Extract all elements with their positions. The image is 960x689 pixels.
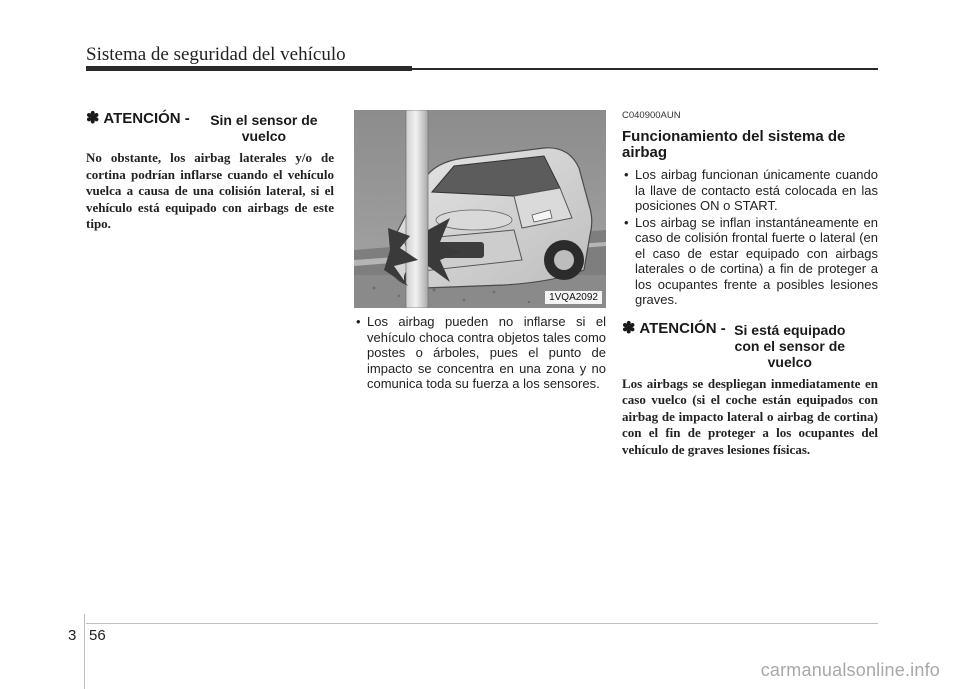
footer-divider — [84, 614, 85, 689]
attention-star-icon: ✽ — [622, 319, 636, 337]
section-title: Funcionamiento del sistema de airbag — [622, 128, 846, 161]
attention-subtitle: Sin el sensor de vuelco — [210, 112, 318, 144]
list-item: • Los airbag funcionan únicamente cuando la llave de contacto está colocada en las posiciones ON o START. — [622, 167, 878, 214]
header-rule-thick — [86, 66, 412, 71]
chapter-number: 3 — [68, 627, 77, 644]
right-column — [622, 110, 878, 458]
attention-star-icon: ✽ — [86, 110, 100, 127]
attention-heading — [86, 110, 334, 144]
right-bullet-list — [622, 167, 878, 308]
attention-body: Los airbags se despliegan inmediatamente en caso vuelco (si el coche están equipados con airbag de impacto lateral o airbag de cortina) con el fin de proteger a los ocupantes del vehículo de graves lesiones físicas. — [622, 375, 878, 457]
attention-word: ATENCIÓN - — [103, 110, 190, 127]
footer-rule — [86, 623, 878, 624]
car-pole-illustration — [354, 110, 606, 308]
middle-column — [354, 110, 606, 393]
page-header-title: Sistema de seguridad del vehículo — [86, 44, 346, 65]
left-column — [86, 110, 334, 233]
figure-code-label: 1VQA2092 — [545, 291, 602, 304]
site-watermark: carmanualsonline.info — [760, 660, 940, 680]
list-item: • Los airbag se inflan instantáneamente en caso de colisión frontal fuerte o lateral (en el caso de estar equipado con airbags laterales o de cortina) a fin de proteger a los ocupantes frente a posibles lesiones graves. — [622, 215, 878, 308]
section-code: C040900AUN — [622, 110, 681, 121]
page-number: 56 — [89, 627, 106, 644]
list-item: • Los airbag pueden no inflarse si el vehículo choca contra objetos tales como postes o árboles, pues el punto de impacto se concentra en una zona y no comunica toda su fuerza a los sensores. — [354, 314, 606, 392]
attention-word: ATENCIÓN - — [639, 319, 726, 337]
middle-bullet-list — [354, 314, 606, 392]
attention-body: No obstante, los airbag laterales y/o de cortina podrían inflarse cuando el vehículo vuelca a causa de una colisión lateral, si el vehículo está equipado con airbags de este tipo. — [86, 150, 334, 231]
crash-illustration — [354, 110, 606, 308]
header-rule-thin — [412, 68, 878, 70]
attention-heading-2 — [622, 320, 878, 370]
attention-subtitle: Si está equipado con el sensor de vuelco — [734, 321, 846, 370]
